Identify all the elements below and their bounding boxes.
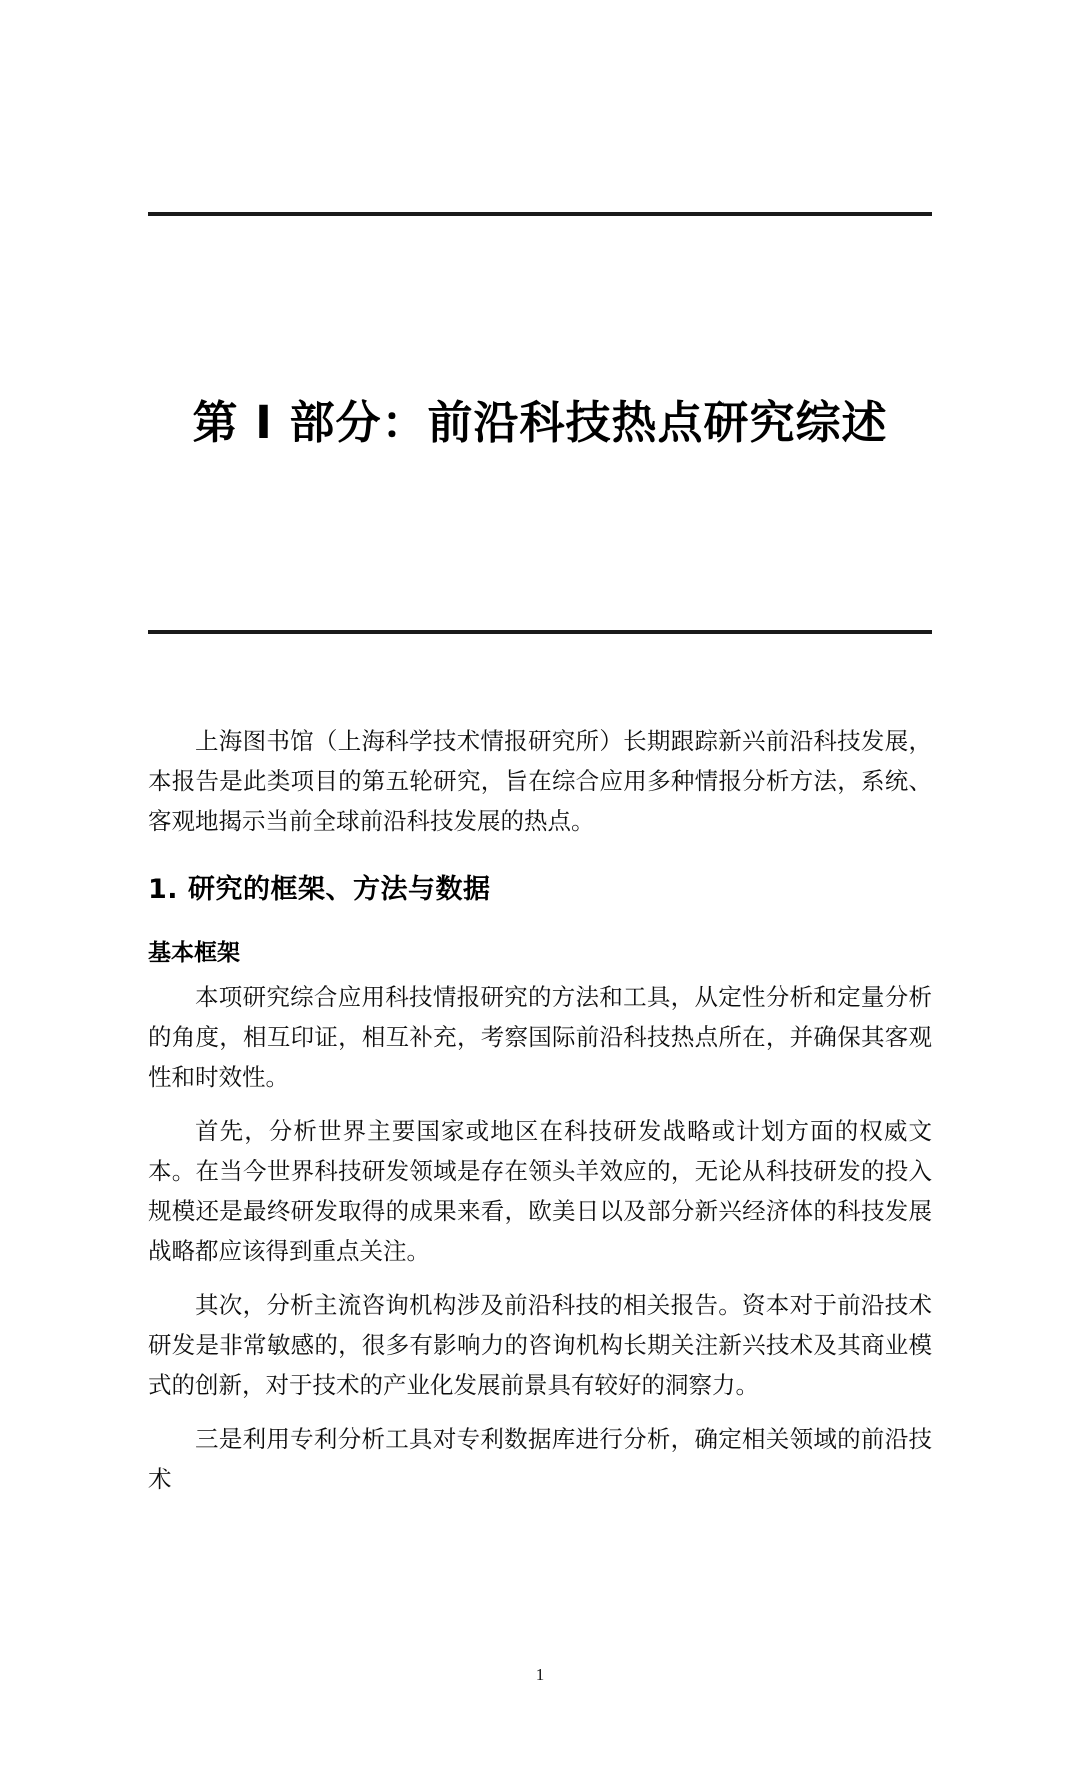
body-paragraph: 其次，分析主流咨询机构涉及前沿科技的相关报告。资本对于前沿技术研发是非常敏感的，很多有影响力的咨询机构长期关注新兴技术及其商业模式的创新，对于技术的产业化发展前景具有较好的洞察力。 (148, 1293, 932, 1400)
body-paragraph: 本项研究综合应用科技情报研究的方法和工具，从定性分析和定量分析的角度，相互印证，相互补充，考察国际前沿科技热点所在，并确保其客观性和时效性。 (148, 985, 932, 1092)
title-rule-bottom (148, 630, 932, 634)
body-paragraph: 首先，分析世界主要国家或地区在科技研发战略或计划方面的权威文本。在当今世界科技研发领域是存在领头羊效应的，无论从科技研发的投入规模还是最终研发取得的成果来看，欧美日以及部分新兴经济体的科技发展战略都应该得到重点关注。 (148, 1119, 932, 1266)
page-title: 第 I 部分：前沿科技热点研究综述 (192, 396, 888, 450)
section-heading: 1. 研究的框架、方法与数据 (148, 874, 491, 906)
sub-heading: 基本框架 (148, 940, 240, 967)
part-title-block (148, 212, 932, 634)
body-paragraph: 三是利用专利分析工具对专利数据库进行分析，确定相关领域的前沿技术 (148, 1427, 932, 1494)
intro-paragraph: 上海图书馆（上海科学技术情报研究所）长期跟踪新兴前沿科技发展，本报告是此类项目的第五轮研究，旨在综合应用多种情报分析方法，系统、客观地揭示当前全球前沿科技发展的热点。 (148, 729, 932, 836)
title-rule-top (148, 212, 932, 216)
page-number: 1 (535, 1665, 545, 1684)
document-body (148, 722, 932, 1500)
document-page (0, 212, 1080, 1777)
